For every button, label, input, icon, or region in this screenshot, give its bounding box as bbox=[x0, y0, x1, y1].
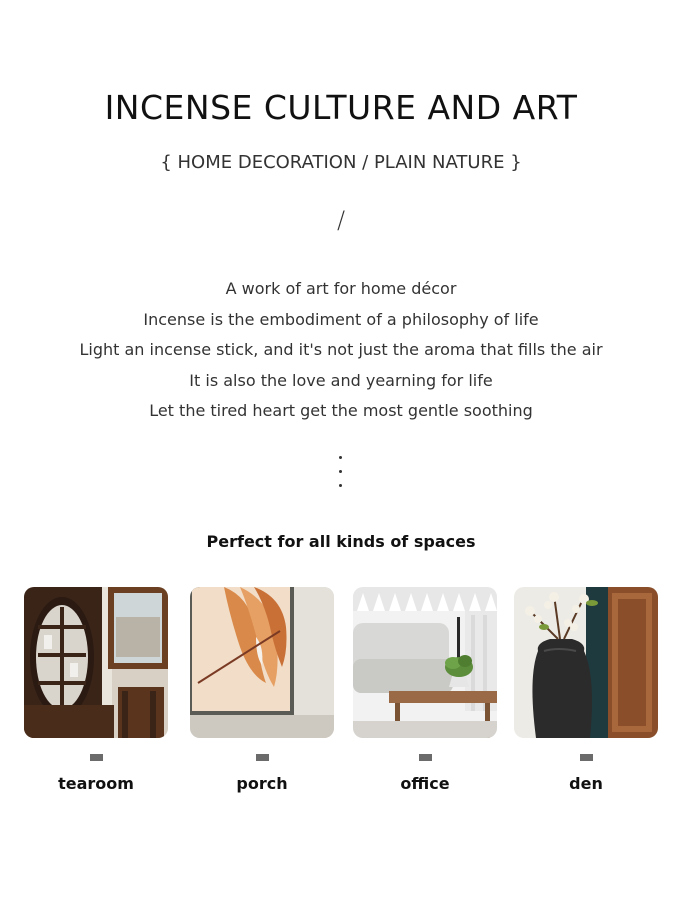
page-title: INCENSE CULTURE AND ART bbox=[104, 88, 578, 127]
tile-marker bbox=[90, 754, 103, 761]
space-label: porch bbox=[236, 774, 288, 793]
space-tile-den bbox=[514, 587, 658, 807]
divider-slash: / bbox=[336, 206, 346, 234]
space-tile-porch bbox=[190, 587, 334, 807]
den-photo bbox=[514, 587, 658, 738]
spaces-heading: Perfect for all kinds of spaces bbox=[206, 532, 476, 551]
dot bbox=[339, 484, 342, 487]
description-line: It is also the love and yearning for life bbox=[189, 370, 493, 390]
space-tile-tearoom bbox=[24, 587, 168, 807]
description-line: Incense is the embodiment of a philosophy of life bbox=[143, 309, 539, 329]
tile-marker bbox=[419, 754, 432, 761]
dot bbox=[339, 456, 342, 459]
tile-marker bbox=[256, 754, 269, 761]
description-line: Light an incense stick, and it's not just the aroma that fills the air bbox=[79, 340, 603, 359]
spaces-gallery bbox=[24, 587, 658, 807]
office-photo bbox=[353, 587, 497, 738]
description-block bbox=[0, 274, 682, 427]
space-label: den bbox=[569, 774, 603, 793]
space-label: office bbox=[400, 774, 450, 793]
space-tile-office bbox=[353, 587, 497, 807]
page-subtitle: { HOME DECORATION / PLAIN NATURE } bbox=[160, 152, 522, 173]
porch-photo bbox=[190, 587, 334, 738]
vertical-dots-divider bbox=[339, 456, 343, 498]
tearoom-photo bbox=[24, 587, 168, 738]
description-line: A work of art for home décor bbox=[225, 279, 457, 298]
space-label: tearoom bbox=[58, 774, 134, 793]
description-line: Let the tired heart get the most gentle soothing bbox=[149, 401, 533, 420]
tile-marker bbox=[580, 754, 593, 761]
dot bbox=[339, 470, 342, 473]
